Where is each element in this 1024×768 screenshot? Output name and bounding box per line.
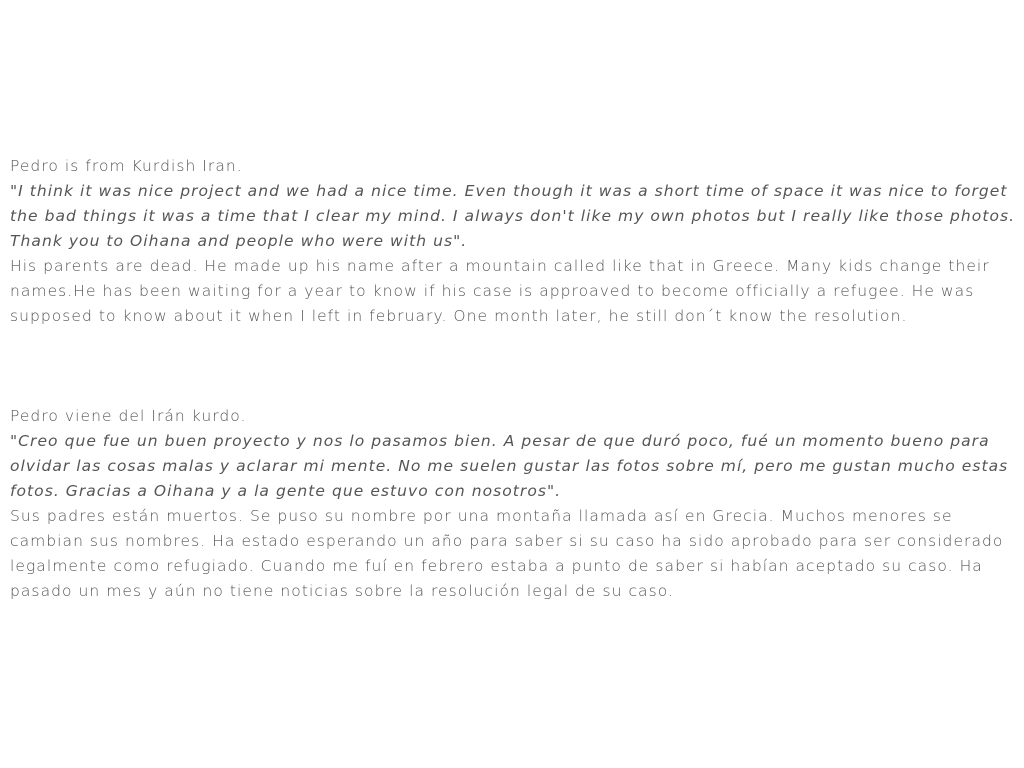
spanish-text-block	[10, 404, 1016, 604]
english-quote: "I think it was nice project and we had a nice time. Even though it was a short time of space it was nice to forget the bad things it was a time that I clear my mind. I always don't like my own photos but I really like those photos. Thank you to Oihana and people who were with us".	[10, 182, 1016, 250]
english-text-block	[10, 154, 1016, 329]
english-intro: Pedro is from Kurdish Iran.	[10, 157, 243, 175]
spanish-story: Sus padres están muertos. Se puso su nombre por una montaña llamada así en Grecia. Muchos menores se cambian sus nombres. Ha estado esperando un año para saber si su caso ha sido aprobado para ser considerado legalmente como refugiado. Cuando me fuí en febrero estaba a punto de saber si habían aceptado su caso. Ha pasado un mes y aún no tiene noticias sobre la resolución legal de su caso.	[10, 507, 1004, 600]
spanish-quote: "Creo que fue un buen proyecto y nos lo pasamos bien. A pesar de que duró poco, fué un momento bueno para olvidar las cosas malas y aclarar mi mente. No me suelen gustar las fotos sobre mí, pero me gustan mucho estas fotos. Gracias a Oihana y a la gente que estuvo con nosotros".	[10, 432, 1009, 500]
spanish-intro: Pedro viene del Irán kurdo.	[10, 407, 247, 425]
english-story: His parents are dead. He made up his name after a mountain called like that in Greece. Many kids change their names.He has been waiting for a year to know if his case is approaved to become officially a refugee. He was supposed to know about it when I left in february. One month later, he still don´t know the resolution.	[10, 257, 990, 325]
